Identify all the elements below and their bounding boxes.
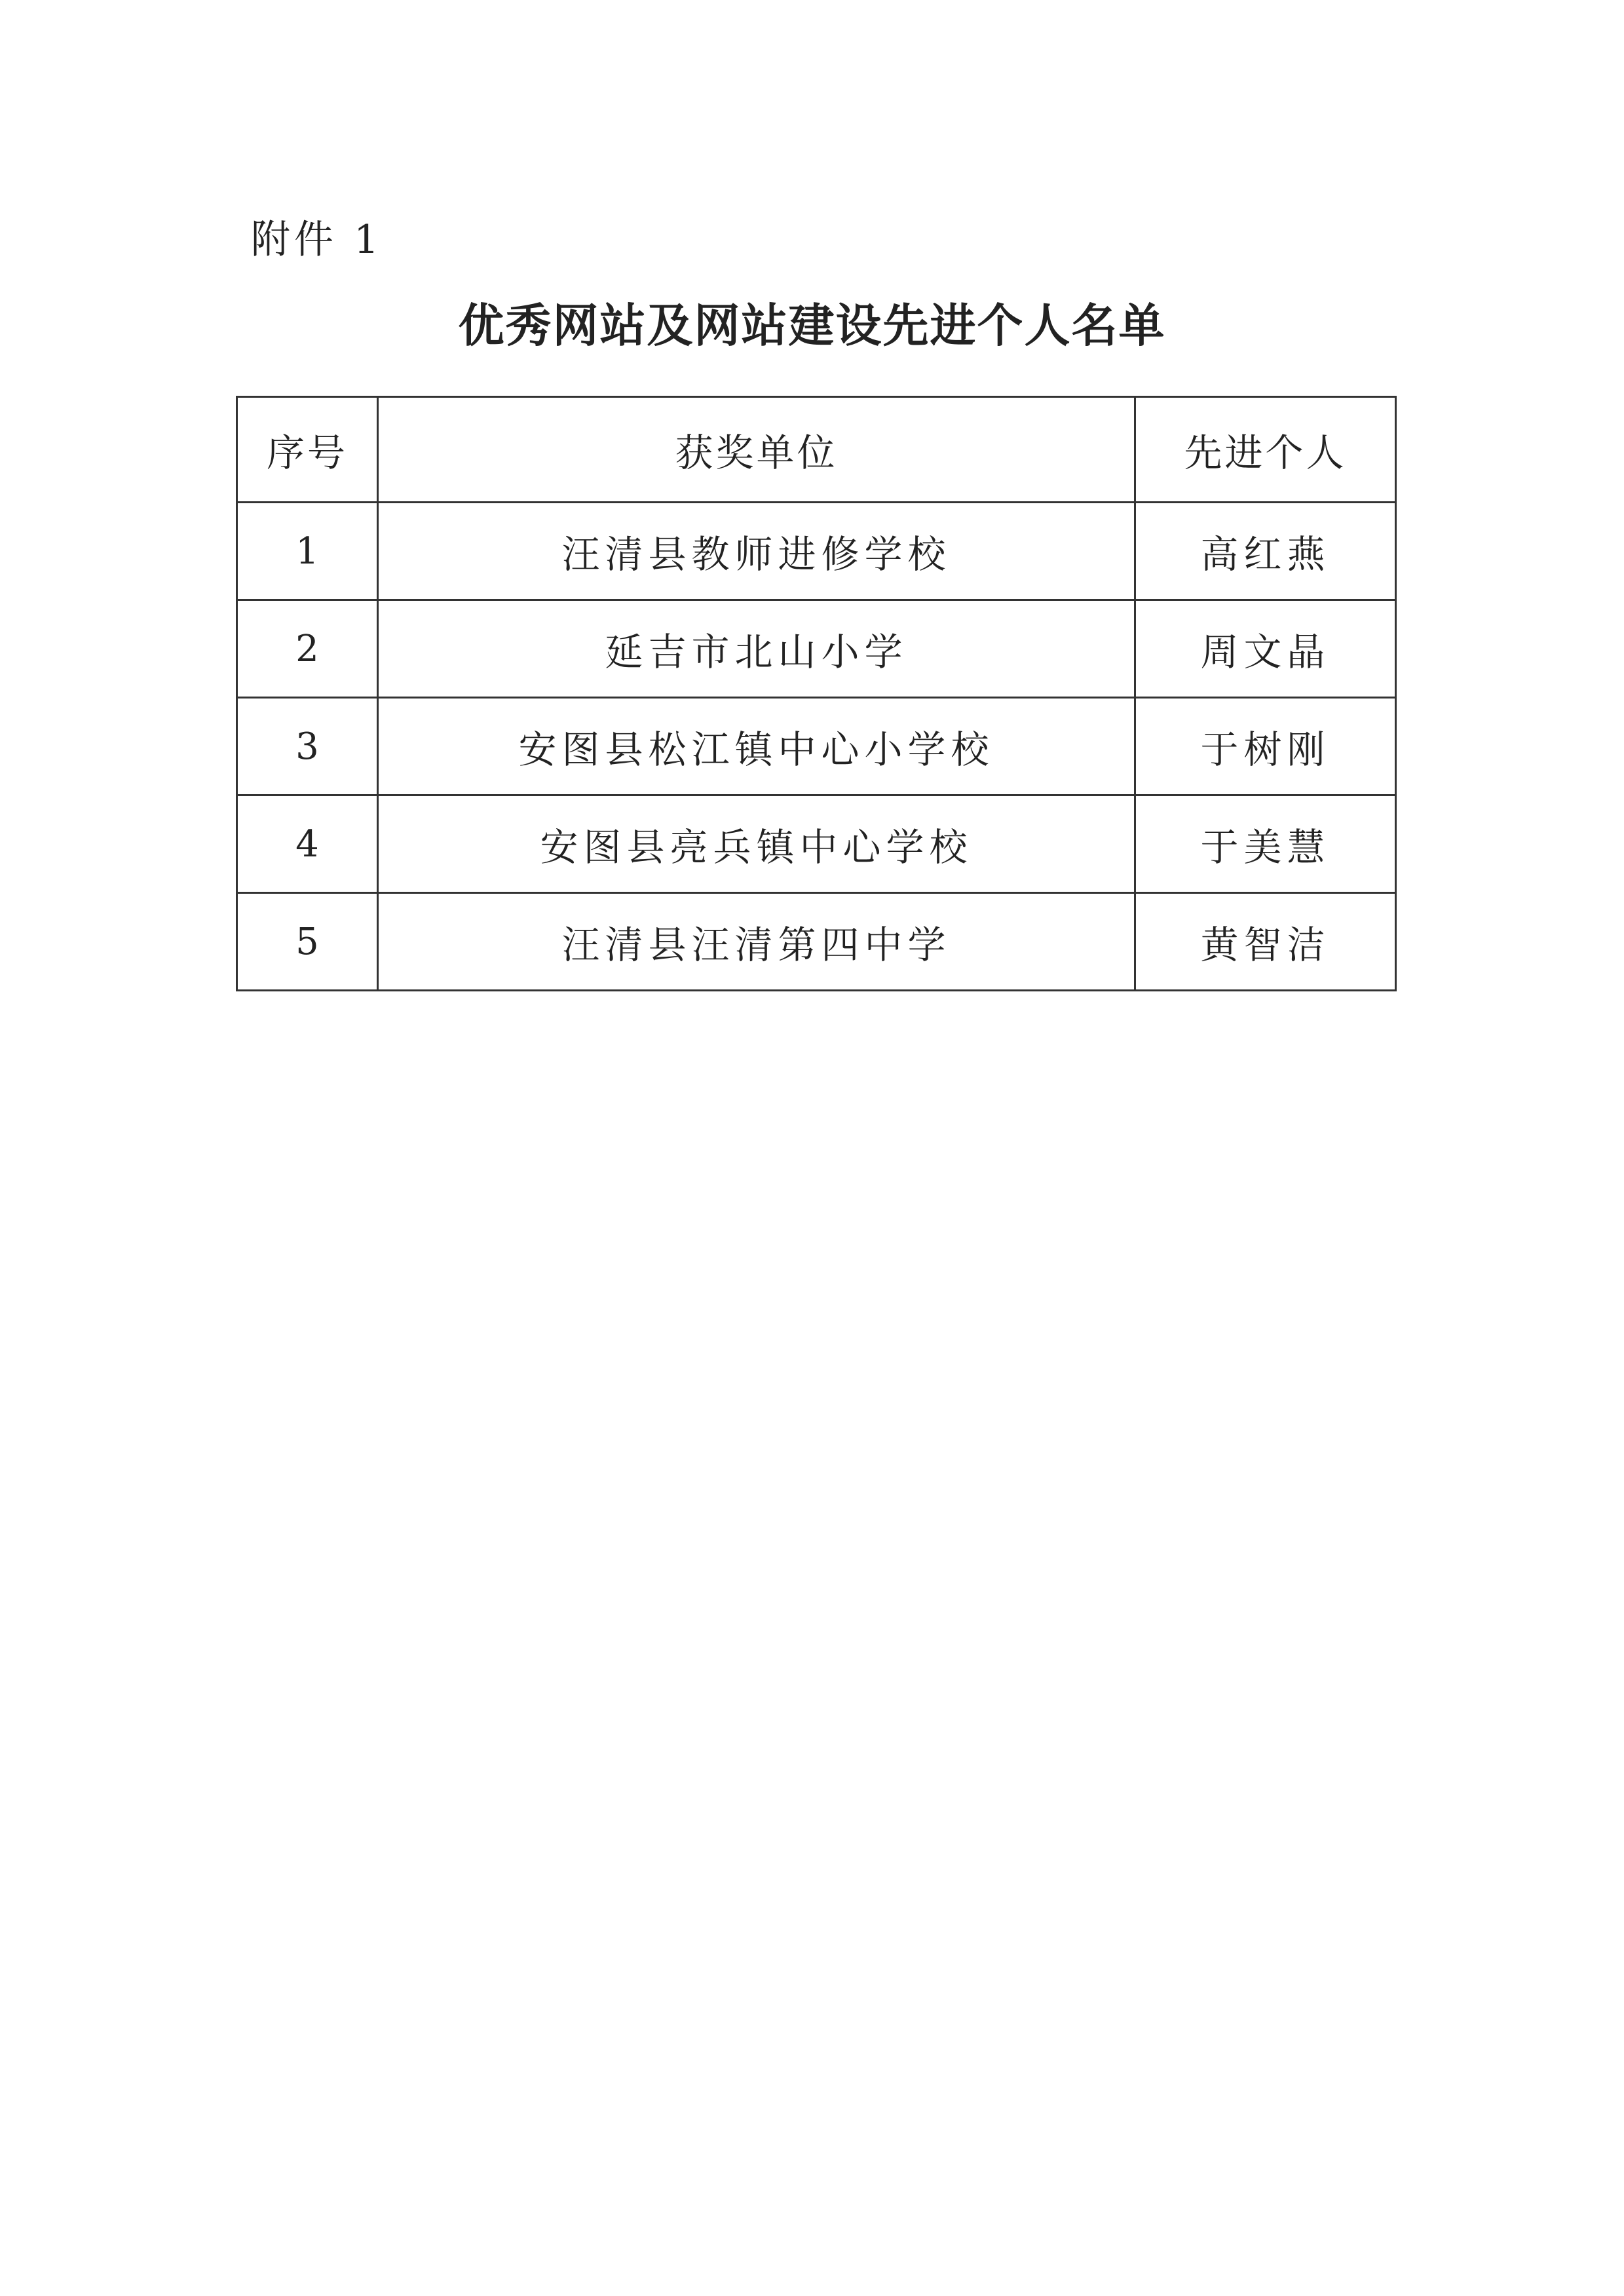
header-number: 序号 [237,397,378,503]
row-number: 3 [237,698,378,795]
row-unit: 安图县松江镇中心小学校 [378,698,1135,795]
row-person: 于美慧 [1135,795,1396,893]
table-row [237,893,1396,991]
row-number: 5 [237,893,378,991]
row-number: 4 [237,795,378,893]
row-person: 于树刚 [1135,698,1396,795]
header-unit: 获奖单位 [378,397,1135,503]
row-unit: 汪清县汪清第四中学 [378,893,1135,991]
table-header-row [237,397,1396,503]
document-title: 优秀网站及网站建设先进个人名单 [458,298,1166,353]
table-row [237,698,1396,795]
row-unit: 延吉市北山小学 [378,600,1135,698]
table-row [237,503,1396,600]
row-person: 周文晶 [1135,600,1396,698]
row-number: 1 [237,503,378,600]
table-row [237,600,1396,698]
header-person: 先进个人 [1135,397,1396,503]
row-unit: 汪清县教师进修学校 [378,503,1135,600]
award-table [236,396,1397,991]
row-person: 高红燕 [1135,503,1396,600]
row-number: 2 [237,600,378,698]
row-unit: 安图县亮兵镇中心学校 [378,795,1135,893]
attachment-label: 附件 1 [251,217,383,263]
row-person: 黄智洁 [1135,893,1396,991]
table-row [237,795,1396,893]
